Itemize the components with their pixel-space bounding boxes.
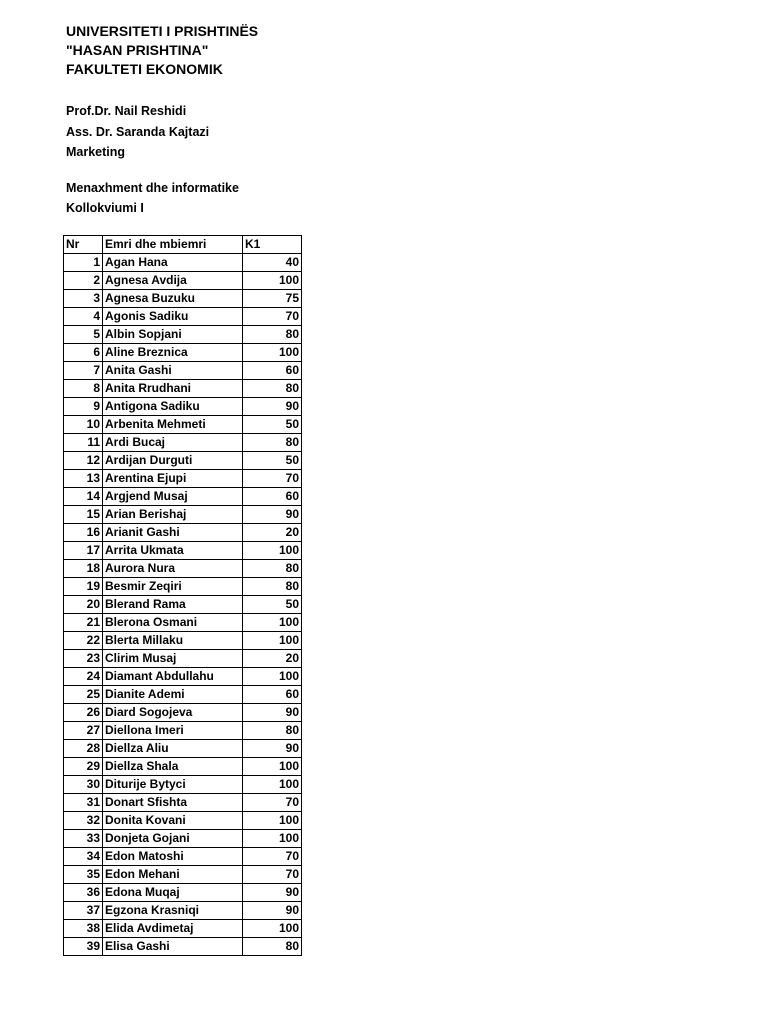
table-header-row	[64, 236, 302, 254]
cell-name: Agonis Sadiku	[103, 308, 243, 326]
cell-k1: 100	[243, 272, 302, 290]
cell-nr: 27	[64, 722, 103, 740]
table-row	[64, 452, 302, 470]
cell-name: Albin Sopjani	[103, 326, 243, 344]
cell-k1: 70	[243, 866, 302, 884]
cell-nr: 38	[64, 920, 103, 938]
cell-nr: 11	[64, 434, 103, 452]
cell-k1: 20	[243, 650, 302, 668]
cell-name: Arentina Ejupi	[103, 470, 243, 488]
grades-table	[63, 235, 302, 956]
table-row	[64, 290, 302, 308]
cell-name: Edon Mehani	[103, 866, 243, 884]
table-row	[64, 416, 302, 434]
cell-nr: 32	[64, 812, 103, 830]
cell-k1: 100	[243, 920, 302, 938]
cell-nr: 23	[64, 650, 103, 668]
cell-name: Arianit Gashi	[103, 524, 243, 542]
cell-nr: 20	[64, 596, 103, 614]
cell-k1: 100	[243, 776, 302, 794]
column-header-name: Emri dhe mbiemri	[103, 236, 243, 254]
cell-nr: 19	[64, 578, 103, 596]
cell-k1: 40	[243, 254, 302, 272]
grades-body	[64, 254, 302, 956]
cell-name: Edona Muqaj	[103, 884, 243, 902]
table-row	[64, 686, 302, 704]
cell-k1: 60	[243, 686, 302, 704]
cell-nr: 6	[64, 344, 103, 362]
table-row	[64, 344, 302, 362]
cell-k1: 80	[243, 722, 302, 740]
table-row	[64, 866, 302, 884]
cell-k1: 80	[243, 938, 302, 956]
cell-nr: 7	[64, 362, 103, 380]
cell-name: Blerona Osmani	[103, 614, 243, 632]
cell-k1: 50	[243, 452, 302, 470]
cell-nr: 12	[64, 452, 103, 470]
table-row	[64, 596, 302, 614]
table-row	[64, 362, 302, 380]
university-subtitle: "HASAN PRISHTINA"	[66, 42, 209, 58]
table-row	[64, 272, 302, 290]
table-row	[64, 884, 302, 902]
cell-k1: 90	[243, 902, 302, 920]
cell-nr: 10	[64, 416, 103, 434]
university-header	[66, 22, 258, 79]
table-row	[64, 542, 302, 560]
table-row	[64, 380, 302, 398]
cell-name: Diellza Aliu	[103, 740, 243, 758]
cell-k1: 90	[243, 740, 302, 758]
cell-nr: 39	[64, 938, 103, 956]
cell-k1: 80	[243, 560, 302, 578]
table-row	[64, 488, 302, 506]
assistant-name: Ass. Dr. Saranda Kajtazi	[66, 124, 210, 139]
cell-name: Anita Rrudhani	[103, 380, 243, 398]
cell-name: Blerta Millaku	[103, 632, 243, 650]
cell-name: Donjeta Gojani	[103, 830, 243, 848]
cell-k1: 75	[243, 290, 302, 308]
exam-name: Kollokviumi I	[66, 200, 144, 215]
program-name: Menaxhment dhe informatike	[66, 181, 239, 195]
cell-k1: 80	[243, 326, 302, 344]
cell-k1: 70	[243, 848, 302, 866]
cell-name: Anita Gashi	[103, 362, 243, 380]
cell-nr: 24	[64, 668, 103, 686]
cell-nr: 33	[64, 830, 103, 848]
table-row	[64, 524, 302, 542]
cell-nr: 16	[64, 524, 103, 542]
table-row	[64, 578, 302, 596]
cell-nr: 1	[64, 254, 103, 272]
faculty-name: FAKULTETI EKONOMIK	[66, 61, 223, 77]
cell-name: Ardi Bucaj	[103, 434, 243, 452]
cell-k1: 70	[243, 794, 302, 812]
cell-name: Diellona Imeri	[103, 722, 243, 740]
cell-name: Arrita Ukmata	[103, 542, 243, 560]
cell-k1: 100	[243, 812, 302, 830]
table-row	[64, 308, 302, 326]
cell-nr: 17	[64, 542, 103, 560]
table-row	[64, 254, 302, 272]
cell-nr: 5	[64, 326, 103, 344]
cell-name: Elisa Gashi	[103, 938, 243, 956]
cell-k1: 100	[243, 632, 302, 650]
cell-name: Donita Kovani	[103, 812, 243, 830]
table-row	[64, 398, 302, 416]
cell-k1: 20	[243, 524, 302, 542]
table-row	[64, 722, 302, 740]
cell-k1: 100	[243, 830, 302, 848]
cell-nr: 35	[64, 866, 103, 884]
cell-name: Edon Matoshi	[103, 848, 243, 866]
cell-k1: 90	[243, 704, 302, 722]
cell-name: Diturije Bytyci	[103, 776, 243, 794]
table-row	[64, 920, 302, 938]
cell-nr: 2	[64, 272, 103, 290]
cell-nr: 26	[64, 704, 103, 722]
table-row	[64, 632, 302, 650]
table-row	[64, 740, 302, 758]
cell-name: Aurora Nura	[103, 560, 243, 578]
cell-nr: 31	[64, 794, 103, 812]
cell-nr: 28	[64, 740, 103, 758]
cell-k1: 90	[243, 506, 302, 524]
table-row	[64, 470, 302, 488]
cell-k1: 50	[243, 596, 302, 614]
table-row	[64, 830, 302, 848]
cell-k1: 100	[243, 344, 302, 362]
table-row	[64, 848, 302, 866]
cell-k1: 100	[243, 758, 302, 776]
cell-name: Agan Hana	[103, 254, 243, 272]
cell-name: Besmir Zeqiri	[103, 578, 243, 596]
cell-nr: 3	[64, 290, 103, 308]
cell-name: Arbenita Mehmeti	[103, 416, 243, 434]
cell-k1: 100	[243, 614, 302, 632]
table-row	[64, 938, 302, 956]
cell-k1: 90	[243, 884, 302, 902]
cell-nr: 14	[64, 488, 103, 506]
cell-nr: 22	[64, 632, 103, 650]
cell-k1: 70	[243, 308, 302, 326]
cell-name: Clirim Musaj	[103, 650, 243, 668]
cell-name: Elida Avdimetaj	[103, 920, 243, 938]
table-row	[64, 812, 302, 830]
cell-nr: 18	[64, 560, 103, 578]
cell-name: Aline Breznica	[103, 344, 243, 362]
table-row	[64, 650, 302, 668]
cell-k1: 90	[243, 398, 302, 416]
cell-nr: 8	[64, 380, 103, 398]
cell-k1: 100	[243, 668, 302, 686]
cell-nr: 15	[64, 506, 103, 524]
cell-k1: 60	[243, 488, 302, 506]
cell-name: Agnesa Avdija	[103, 272, 243, 290]
course-info	[66, 179, 239, 218]
table-row	[64, 758, 302, 776]
table-row	[64, 704, 302, 722]
cell-nr: 36	[64, 884, 103, 902]
professor-name: Prof.Dr. Nail Reshidi	[66, 104, 187, 118]
cell-k1: 80	[243, 380, 302, 398]
cell-name: Arian Berishaj	[103, 506, 243, 524]
cell-name: Dianite Ademi	[103, 686, 243, 704]
cell-name: Blerand Rama	[103, 596, 243, 614]
cell-nr: 13	[64, 470, 103, 488]
cell-k1: 80	[243, 434, 302, 452]
cell-k1: 100	[243, 542, 302, 560]
table-row	[64, 506, 302, 524]
cell-nr: 37	[64, 902, 103, 920]
cell-name: Egzona Krasniqi	[103, 902, 243, 920]
subject-name: Marketing	[66, 145, 126, 159]
cell-k1: 80	[243, 578, 302, 596]
cell-k1: 70	[243, 470, 302, 488]
cell-name: Diellza Shala	[103, 758, 243, 776]
cell-name: Ardijan Durguti	[103, 452, 243, 470]
cell-nr: 29	[64, 758, 103, 776]
column-header-nr: Nr	[64, 236, 103, 254]
cell-name: Diard Sogojeva	[103, 704, 243, 722]
table-row	[64, 668, 302, 686]
cell-nr: 9	[64, 398, 103, 416]
cell-name: Antigona Sadiku	[103, 398, 243, 416]
cell-nr: 30	[64, 776, 103, 794]
university-name: UNIVERSITETI I PRISHTINËS	[66, 23, 259, 39]
cell-k1: 50	[243, 416, 302, 434]
cell-name: Argjend Musaj	[103, 488, 243, 506]
table-row	[64, 560, 302, 578]
column-header-k1: K1	[243, 236, 302, 254]
table-row	[64, 434, 302, 452]
cell-name: Diamant Abdullahu	[103, 668, 243, 686]
table-row	[64, 776, 302, 794]
cell-nr: 21	[64, 614, 103, 632]
cell-k1: 60	[243, 362, 302, 380]
table-row	[64, 902, 302, 920]
cell-nr: 34	[64, 848, 103, 866]
cell-nr: 25	[64, 686, 103, 704]
staff-info	[66, 101, 209, 163]
table-row	[64, 326, 302, 344]
table-row	[64, 614, 302, 632]
cell-name: Donart Sfishta	[103, 794, 243, 812]
table-row	[64, 794, 302, 812]
cell-name: Agnesa Buzuku	[103, 290, 243, 308]
cell-nr: 4	[64, 308, 103, 326]
